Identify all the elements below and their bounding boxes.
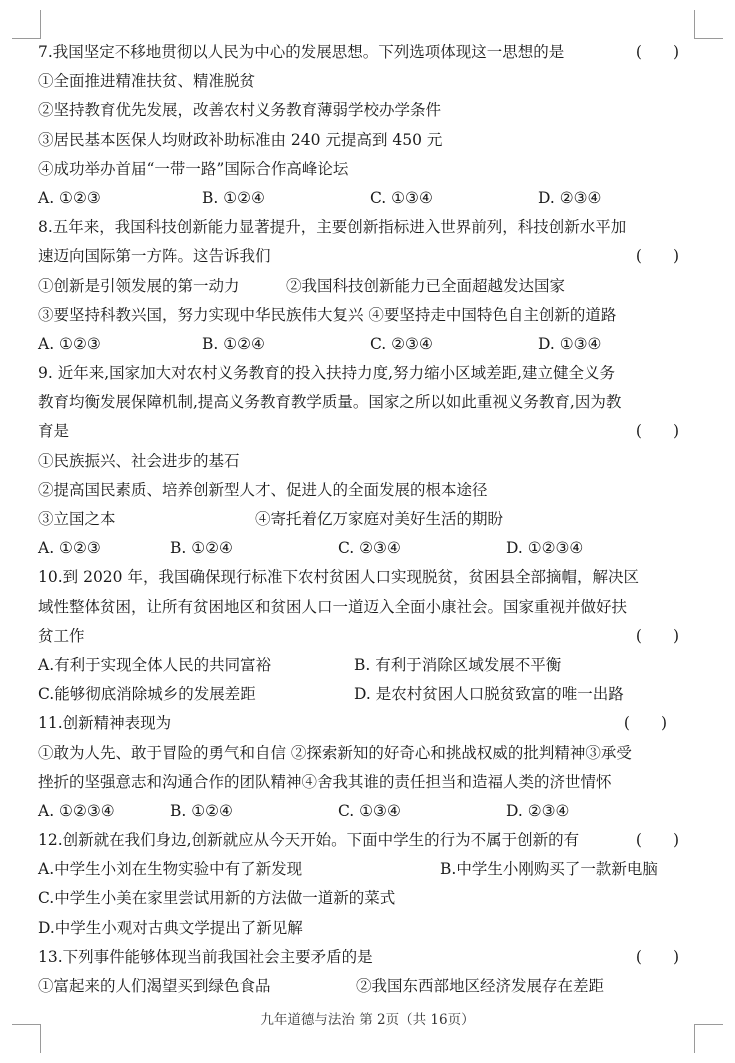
- question-stem: [38, 417, 683, 446]
- option-row: [38, 680, 683, 709]
- statement-item: ③立国之本 ④寄托着亿万家庭对美好生活的期盼: [38, 510, 504, 528]
- question-stem: [38, 826, 683, 855]
- option-row: [38, 651, 683, 680]
- statement-item: 挫折的坚强意志和沟通合作的团队精神④舍我其谁的责任担当和造福人类的济世情怀: [38, 772, 612, 791]
- option-row: [38, 797, 683, 826]
- option-a[interactable]: A. ①②③: [38, 188, 101, 207]
- question-8: [38, 213, 683, 359]
- crop-mark-bottom-left: [12, 1024, 41, 1053]
- question-stem: [38, 622, 683, 651]
- answer-blank[interactable]: ( ): [635, 831, 679, 850]
- statement-item: ①民族振兴、社会进步的基石: [38, 451, 240, 470]
- page-footer: 九年道德与法治 第 2页（共 16页）: [260, 1012, 475, 1028]
- option-d[interactable]: D. ②③④: [506, 801, 570, 820]
- question-7: [38, 38, 683, 213]
- answer-blank[interactable]: ( ): [623, 714, 667, 733]
- option-a[interactable]: A. ①②③④: [38, 801, 115, 820]
- option-c[interactable]: C.中学生小美在家里尝试用新的方法做一道新的菜式: [38, 889, 396, 908]
- question-stem: [38, 709, 683, 738]
- crop-mark-top-left: [12, 10, 41, 39]
- stem-text: 10.到 2020 年，我国确保现行标准下农村贫困人口实现脱贫，贫困县全部摘帽，解决区: [38, 568, 639, 587]
- option-a[interactable]: A.有利于实现全体人民的共同富裕: [38, 655, 272, 674]
- question-10: [38, 563, 683, 709]
- option-b[interactable]: B. ①②④: [202, 188, 265, 207]
- statement-item: ①敢为人先、敢于冒险的勇气和自信 ②探索新知的好奇心和挑战权威的批判精神③承受: [38, 743, 632, 762]
- stem-text: 13.下列事件能够体现当前我国社会主要矛盾的是: [38, 947, 373, 966]
- crop-mark-bottom-right: [694, 1024, 723, 1053]
- option-a[interactable]: A.中学生小刘在生物实验中有了新发现: [38, 860, 303, 879]
- option-c[interactable]: C. ①③④: [338, 801, 401, 820]
- question-12: [38, 826, 683, 943]
- answer-blank[interactable]: ( ): [635, 422, 679, 441]
- option-c[interactable]: C. ①③④: [370, 188, 433, 207]
- statement-item: ③居民基本医保人均财政补助标准由 240 元提高到 450 元: [38, 130, 443, 149]
- option-d[interactable]: D. ①③④: [538, 334, 602, 353]
- option-d[interactable]: D. ②③④: [538, 188, 602, 207]
- stem-text: 9. 近年来,国家加大对农村义务教育的投入扶持力度,努力缩小区域差距,建立健全义务: [38, 364, 615, 383]
- statement-item: ②我国东西部地区经济发展存在差距: [356, 977, 605, 995]
- option-d[interactable]: D. ①②③④: [506, 539, 584, 558]
- stem-text: 速迈向国际第一方阵。这告诉我们: [38, 247, 271, 266]
- statement-item: ①创新是引领发展的第一动力 ②我国科技创新能力已全面超越发达国家: [38, 276, 566, 295]
- statement-row: [38, 972, 683, 1001]
- stem-text: 域性整体贫困，让所有贫困地区和贫困人口一道迈入全面小康社会。国家重视并做好扶: [38, 597, 628, 616]
- question-11: [38, 709, 683, 826]
- option-c[interactable]: C.能够彻底消除城乡的发展差距: [38, 685, 256, 704]
- statement-item: ②坚持教育优先发展，改善农村义务教育薄弱学校办学条件: [38, 101, 442, 120]
- question-13: [38, 943, 683, 1001]
- answer-blank[interactable]: ( ): [635, 626, 679, 645]
- stem-text: 8.五年来，我国科技创新能力显著提升，主要创新指标进入世界前列，科技创新水平加: [38, 218, 627, 237]
- stem-text: 育是: [38, 422, 70, 441]
- option-row: [38, 855, 683, 884]
- question-stem: [38, 242, 683, 271]
- question-stem: [38, 943, 683, 972]
- option-d[interactable]: D. 是农村贫困人口脱贫致富的唯一出路: [354, 685, 624, 704]
- option-c[interactable]: C. ②③④: [370, 334, 433, 353]
- statement-item: ④成功举办首届“一带一路”国际合作高峰论坛: [38, 159, 349, 178]
- option-d[interactable]: D.中学生小观对古典文学提出了新见解: [38, 918, 303, 937]
- option-b[interactable]: B. ①②④: [170, 801, 233, 820]
- question-stem: [38, 38, 683, 67]
- option-b[interactable]: B. ①②④: [170, 539, 233, 558]
- option-row: [38, 330, 683, 359]
- option-b[interactable]: B. 有利于消除区域发展不平衡: [354, 655, 562, 674]
- option-row: [38, 184, 683, 213]
- statement-item: ②提高国民素质、培养创新型人才、促进人的全面发展的根本途径: [38, 480, 488, 499]
- stem-text: 贫工作: [38, 626, 85, 645]
- question-list: [38, 38, 683, 1001]
- stem-text: 7.我国坚定不移地贯彻以人民为中心的发展思想。下列选项体现这一思想的是: [38, 43, 565, 61]
- stem-text: 11.创新精神表现为: [38, 714, 172, 733]
- option-b[interactable]: B. ①②④: [202, 334, 265, 353]
- option-row: [38, 534, 683, 563]
- question-9: [38, 359, 683, 563]
- stem-text: 12.创新就在我们身边,创新就应从今天开始。下面中学生的行为不属于创新的有: [38, 831, 580, 850]
- statement-item: ①富起来的人们渴望买到绿色食品: [38, 977, 271, 995]
- statement-item: ①全面推进精准扶贫、精准脱贫: [38, 72, 256, 91]
- answer-blank[interactable]: ( ): [635, 247, 679, 266]
- stem-text: 教育均衡发展保障机制,提高义务教育教学质量。国家之所以如此重视义务教育,因为教: [38, 393, 622, 412]
- option-b[interactable]: B.中学生小刚购买了一款新电脑: [440, 860, 658, 879]
- option-a[interactable]: A. ①②③: [38, 334, 101, 353]
- statement-item: ③要坚持科教兴国，努力实现中华民族伟大复兴 ④要坚持走中国特色自主创新的道路: [38, 305, 617, 324]
- option-a[interactable]: A. ①②③: [38, 539, 101, 558]
- option-c[interactable]: C. ②③④: [338, 539, 401, 558]
- crop-mark-top-right: [694, 10, 723, 39]
- answer-blank[interactable]: ( ): [635, 43, 679, 61]
- answer-blank[interactable]: ( ): [635, 947, 679, 966]
